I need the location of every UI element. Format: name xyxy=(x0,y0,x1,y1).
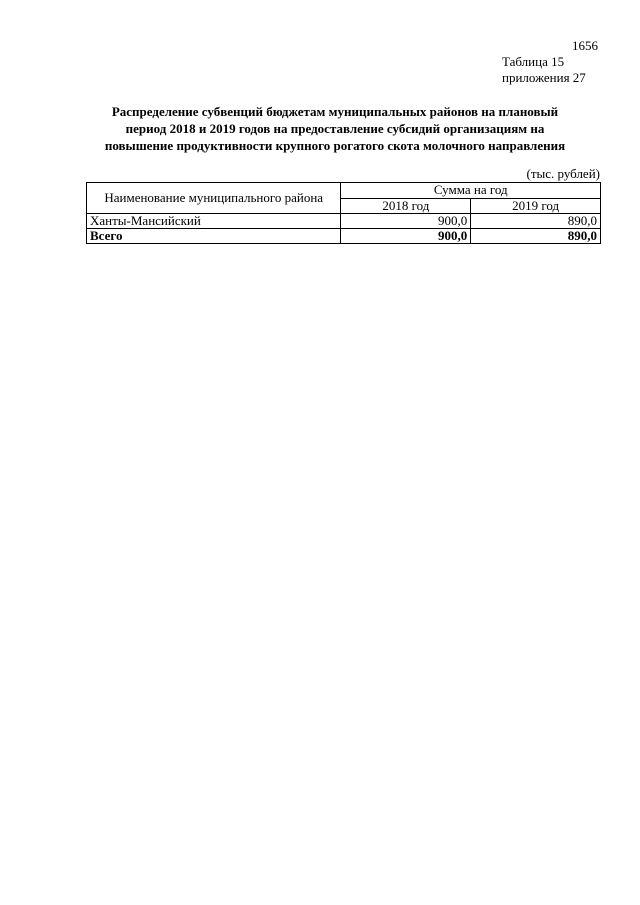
total-2018-cell: 900,0 xyxy=(341,229,471,244)
subsidy-table xyxy=(86,182,601,244)
column-header-district: Наименование муниципального района xyxy=(87,183,341,214)
table-number: Таблица 15 xyxy=(502,54,565,69)
page-number: 1656 xyxy=(572,38,598,53)
table-reference xyxy=(502,54,586,86)
district-name-cell: Ханты-Мансийский xyxy=(87,214,341,229)
column-header-amount: Сумма на год xyxy=(341,183,601,199)
title-line-1: Распределение субвенций бюджетам муниципальных районов на плановый xyxy=(111,104,559,119)
amount-2018-cell: 900,0 xyxy=(341,214,471,229)
annex-number: приложения 27 xyxy=(502,70,586,85)
column-header-2018: 2018 год xyxy=(341,198,471,214)
document-title xyxy=(70,103,600,154)
units-label: (тыс. рублей) xyxy=(526,166,600,181)
total-2019-cell: 890,0 xyxy=(471,229,601,244)
title-line-3: повышение продуктивности крупного рогатого скота молочного направления xyxy=(104,138,566,153)
total-label-cell: Всего xyxy=(87,229,341,244)
table-header-row xyxy=(87,183,601,199)
table-row xyxy=(87,214,601,229)
total-row xyxy=(87,229,601,244)
column-header-2019: 2019 год xyxy=(471,198,601,214)
amount-2019-cell: 890,0 xyxy=(471,214,601,229)
title-line-2: период 2018 и 2019 годов на предоставление субсидий организациям на xyxy=(125,121,545,136)
